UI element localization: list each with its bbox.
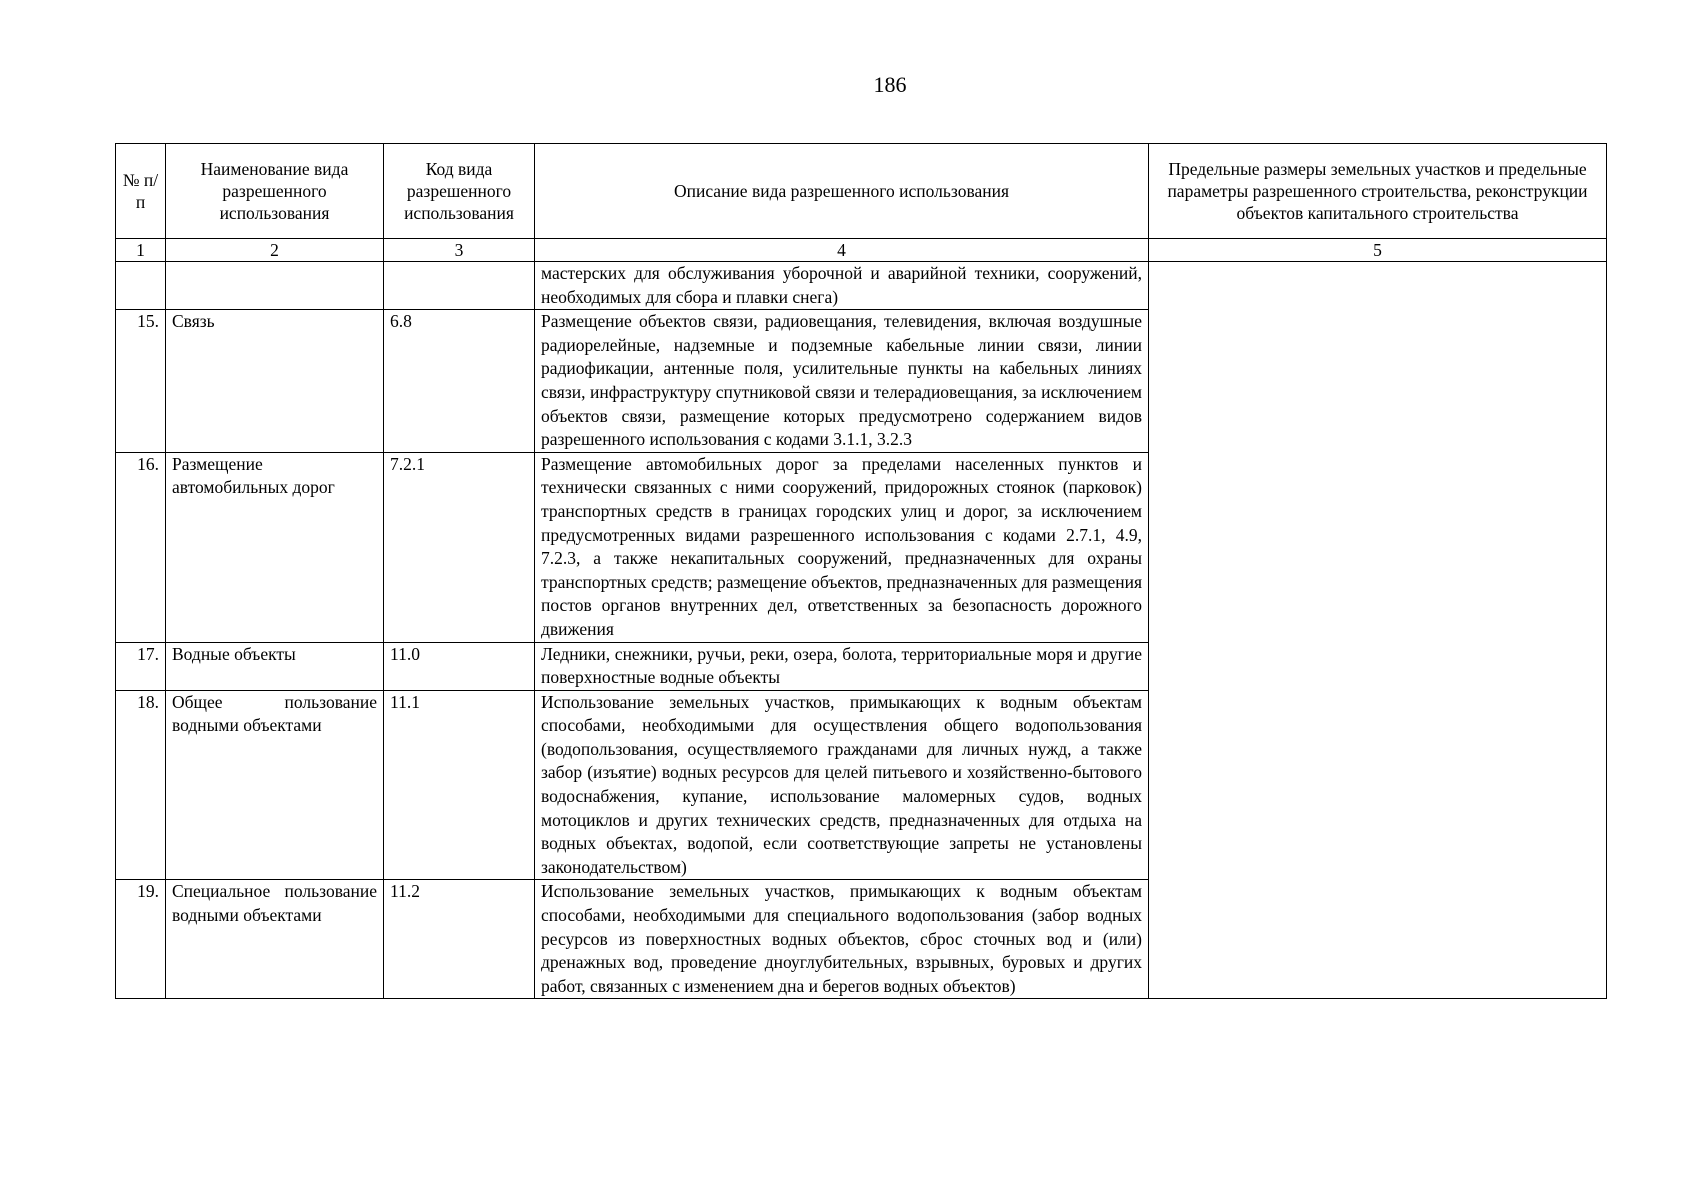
header-description: Описание вида разрешенного использования xyxy=(535,144,1149,239)
use-name xyxy=(166,262,384,310)
row-number: 16. xyxy=(116,452,166,642)
column-number: 4 xyxy=(535,239,1149,262)
table-header-row xyxy=(116,144,1607,239)
use-description: Использование земельных участков, примыкающих к водным объектам способами, необходимыми для специального водопользования (забор водных ресурсов из поверхностных водных объектов, сброс сточных вод и (или) дренажных вод, проведение дноуглубительных, взрывных, буровых и других работ, связанных с изменением дна и берегов водных объектов) xyxy=(535,880,1149,999)
use-code: 11.2 xyxy=(384,880,535,999)
header-no: № п/п xyxy=(116,144,166,239)
column-number: 3 xyxy=(384,239,535,262)
limits-cell xyxy=(1149,262,1607,999)
column-numbers-row xyxy=(116,239,1607,262)
row-number: 18. xyxy=(116,690,166,880)
use-name: Связь xyxy=(166,310,384,453)
row-number: 19. xyxy=(116,880,166,999)
use-description: Ледники, снежники, ручьи, реки, озера, болота, территориальные моря и другие поверхностные водные объекты xyxy=(535,642,1149,690)
use-code xyxy=(384,262,535,310)
use-code: 6.8 xyxy=(384,310,535,453)
column-number: 2 xyxy=(166,239,384,262)
column-number: 5 xyxy=(1149,239,1607,262)
use-description: Размещение объектов связи, радиовещания, телевидения, включая воздушные радиорелейные, надземные и подземные кабельные линии связи, линии радиофикации, антенные поля, усилительные пункты на кабельных линиях связи, инфраструктуру спутниковой связи и телерадиовещания, за исключением объектов связи, размещение которых предусмотрено содержанием видов разрешенного использования с кодами 3.1.1, 3.2.3 xyxy=(535,310,1149,453)
use-description: мастерских для обслуживания уборочной и аварийной техники, сооружений, необходимых для сбора и плавки снега) xyxy=(535,262,1149,310)
header-limits: Предельные размеры земельных участков и предельные параметры разрешенного строительства, реконструкции объектов капитального строительства xyxy=(1149,144,1607,239)
row-number: 17. xyxy=(116,642,166,690)
use-description: Размещение автомобильных дорог за пределами населенных пунктов и технически связанных с ними сооружений, придорожных стоянок (парковок) транспортных средств в границах городских улиц и дорог, за исключением предусмотренных видами разрешенного использования с кодами 2.7.1, 4.9, 7.2.3, а также некапитальных сооружений, предназначенных для охраны транспортных средств; размещение объектов, предназначенных для размещения постов органов внутренних дел, ответственных за безопасность дорожного движения xyxy=(535,452,1149,642)
use-name: Общее пользование водными объектами xyxy=(166,690,384,880)
permitted-use-table xyxy=(115,143,1607,999)
header-code: Код вида разрешенного использования xyxy=(384,144,535,239)
column-number: 1 xyxy=(116,239,166,262)
row-number xyxy=(116,262,166,310)
header-name: Наименование вида разрешенного использования xyxy=(166,144,384,239)
use-code: 7.2.1 xyxy=(384,452,535,642)
use-code: 11.0 xyxy=(384,642,535,690)
row-number: 15. xyxy=(116,310,166,453)
use-name: Размещение автомобильных дорог xyxy=(166,452,384,642)
page-number: 186 xyxy=(873,72,907,97)
use-name: Специальное пользование водными объектами xyxy=(166,880,384,999)
continuation-row xyxy=(116,262,1607,310)
use-code: 11.1 xyxy=(384,690,535,880)
use-name: Водные объекты xyxy=(166,642,384,690)
use-description: Использование земельных участков, примыкающих к водным объектам способами, необходимыми для осуществления общего водопользования (водопользования, осуществляемого гражданами для личных нужд, а также забор (изъятие) водных ресурсов для целей питьевого и хозяйственно-бытового водоснабжения, купание, использование маломерных судов, водных мотоциклов и других технических средств, предназначенных для отдыха на водных объектах, водопой, если соответствующие запреты не установлены законодательством) xyxy=(535,690,1149,880)
